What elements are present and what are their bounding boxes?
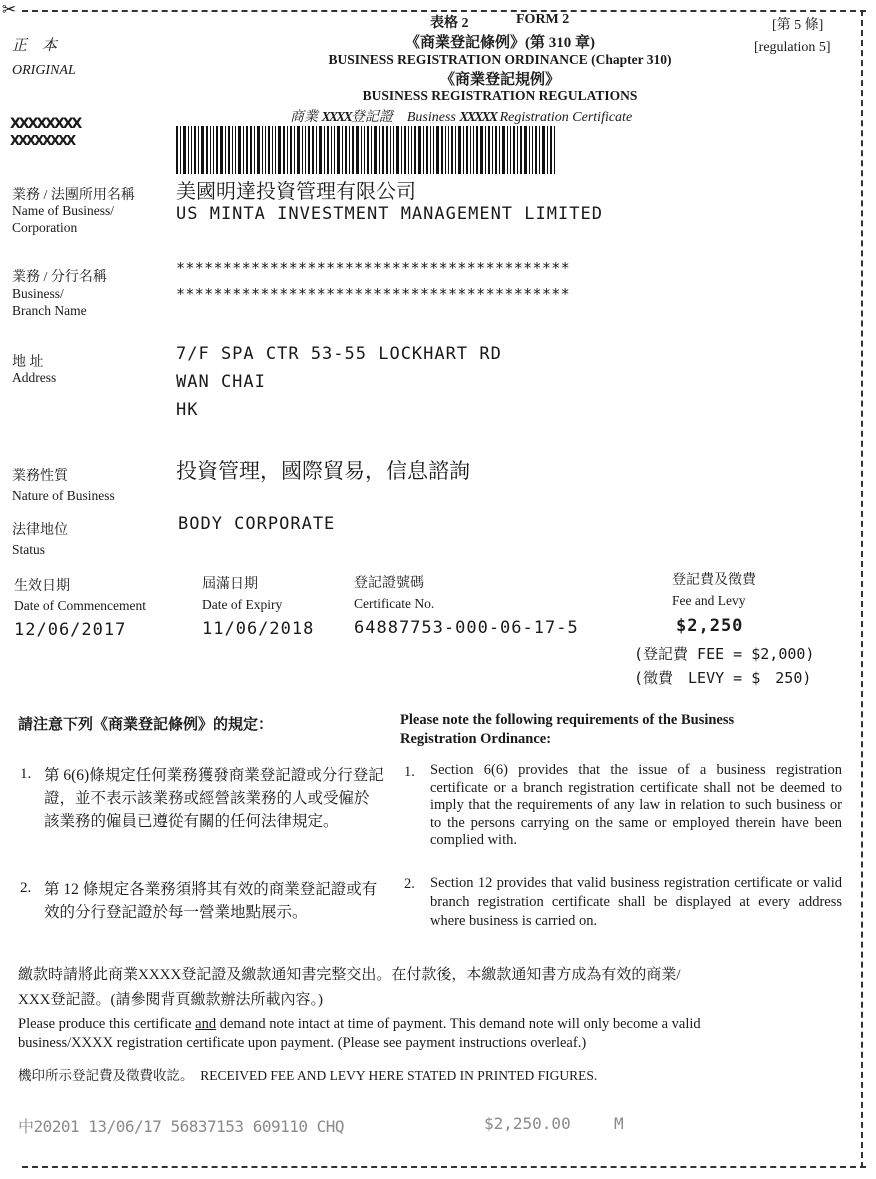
- note2-num-zh: 2.: [20, 880, 32, 896]
- nature-label-zh: 業務性質: [12, 469, 68, 484]
- barcode-bar: [458, 126, 461, 174]
- barcode-bar: [243, 126, 244, 174]
- notes-heading-en-2: Registration Ordinance:: [400, 731, 552, 747]
- name-label-zh: 業務 / 法團所用名稱: [12, 188, 135, 203]
- barcode-bar: [396, 126, 399, 174]
- barcode-bar: [433, 126, 434, 174]
- ordinance-zh: 《商業登記條例》(第 310 章): [405, 35, 595, 51]
- notes-heading-zh: 請注意下列《商業登記條例》的規定：: [18, 717, 274, 733]
- barcode-bar: [275, 126, 276, 174]
- cert-title-en-a: Business: [406, 110, 456, 125]
- barcode-bar: [220, 126, 223, 174]
- certificate-title: [290, 106, 632, 126]
- barcode-bar: [201, 126, 204, 174]
- barcode-bar: [334, 126, 335, 174]
- barcode-bar: [265, 126, 266, 174]
- ordinance-en: BUSINESS REGISTRATION ORDINANCE (Chapter 310): [328, 52, 672, 67]
- notes-heading-en-1: Please note the following requirements of the Business: [400, 712, 735, 728]
- barcode-bar: [361, 126, 362, 174]
- barcode-bar: [520, 126, 522, 174]
- note1-num-zh: 1.: [20, 766, 32, 782]
- barcode-bar: [524, 126, 527, 174]
- cert-no-label-en: Certificate No.: [354, 596, 435, 611]
- barcode-bar: [539, 126, 540, 174]
- barcode-bar: [210, 126, 211, 174]
- cert-no-value: 64887753-000-06-17-5: [354, 618, 579, 638]
- barcode-bar: [430, 126, 431, 174]
- barcode-bar: [191, 126, 192, 174]
- barcode-bar: [238, 126, 241, 174]
- note2-num-en: 2.: [404, 876, 415, 892]
- barcode-bar: [216, 126, 218, 174]
- barcode-bar: [411, 126, 412, 174]
- barcode-bar: [206, 126, 208, 174]
- fee-total: $2,250: [676, 616, 744, 636]
- barcode-bar: [414, 126, 416, 174]
- barcode-bar: [495, 126, 497, 174]
- cert-title-zh-b: 登記證: [350, 110, 393, 125]
- barcode-bar: [294, 126, 295, 174]
- payment-zh-1: 繳款時請將此商業XXXX登記證及繳款通知書完整交出。在付款後，本繳款通知書方成為有效的商業/: [18, 967, 681, 983]
- barcode-bar: [476, 126, 478, 174]
- barcode-bar: [386, 126, 388, 174]
- status-value: BODY CORPORATE: [178, 514, 336, 534]
- barcode: [176, 126, 720, 174]
- barcode-bar: [316, 126, 317, 174]
- received-zh: 機印所示登記費及徵費收訖。: [18, 1068, 194, 1083]
- barcode-bar: [225, 126, 226, 174]
- barcode-bar: [466, 126, 468, 174]
- barcode-bar: [180, 126, 181, 174]
- barcode-bar: [517, 126, 518, 174]
- barcode-bar: [408, 126, 409, 174]
- barcode-bar: [401, 126, 402, 174]
- barcode-bar: [379, 126, 380, 174]
- barcode-bar: [272, 126, 273, 174]
- note2-zh: 第 12 條規定各業務須將其有效的商業登記證或有效的分行登記證於每一營業地點展示。: [44, 881, 378, 921]
- barcode-bar: [235, 126, 236, 174]
- masked-code-2: XXXXXXXX: [10, 134, 75, 149]
- barcode-bar: [228, 126, 230, 174]
- name-value-zh: 美國明達投資管理有限公司: [176, 181, 416, 203]
- receipt-mark: M: [614, 1114, 624, 1133]
- barcode-bar: [183, 126, 186, 174]
- status-label-zh: 法律地位: [12, 523, 68, 538]
- regulations-en: BUSINESS REGISTRATION REGULATIONS: [362, 88, 638, 103]
- barcode-bar: [374, 126, 377, 174]
- barcode-bar: [554, 126, 555, 174]
- barcode-bar: [436, 126, 439, 174]
- barcode-bar: [426, 126, 428, 174]
- nature-value: 投資管理，國際貿易，信息諮詢: [176, 459, 470, 483]
- scissors-icon: ✂: [2, 0, 19, 20]
- copy-label-en: ORIGINAL: [12, 63, 76, 78]
- branch-value-2: ******************************************: [176, 285, 570, 303]
- barcode-bar: [342, 126, 343, 174]
- commencement-label-en: Date of Commencement: [14, 598, 146, 613]
- barcode-bar: [507, 126, 508, 174]
- barcode-bar: [324, 126, 325, 174]
- barcode-bar: [278, 126, 281, 174]
- barcode-bar: [488, 126, 490, 174]
- commencement-value: 12/06/2017: [14, 620, 127, 640]
- address-line-1: 7/F SPA CTR 53-55 LOCKHART RD: [176, 344, 502, 364]
- levy-line: (徵費 LEVY = $ 250): [634, 669, 812, 687]
- cert-title-en-b: Registration Certificate: [499, 110, 633, 125]
- barcode-bar: [542, 126, 545, 174]
- fee-label-zh: 登記費及徵費: [672, 573, 756, 588]
- barcode-bar: [418, 126, 421, 174]
- barcode-bar: [356, 126, 359, 174]
- barcode-bar: [308, 126, 310, 174]
- barcode-bar: [382, 126, 384, 174]
- barcode-bar: [305, 126, 306, 174]
- barcode-bar: [352, 126, 354, 174]
- receipt-amount: $2,250.00: [484, 1114, 571, 1133]
- barcode-bar: [198, 126, 199, 174]
- branch-label-en-1: Business/: [12, 286, 64, 301]
- name-value-en: US MINTA INVESTMENT MANAGEMENT LIMITED: [176, 204, 603, 224]
- cut-line-bottom: [22, 1166, 866, 1168]
- barcode-bar: [312, 126, 314, 174]
- receipt-code: 中20201 13/06/17 56837153 609110 CHQ: [18, 1117, 345, 1136]
- note1-num-en: 1.: [404, 764, 415, 780]
- name-label-en-2: Corporation: [12, 220, 78, 235]
- barcode-bar: [445, 126, 446, 174]
- barcode-bar: [297, 126, 300, 174]
- payment-zh-2: XXX登記證。(請參閱背頁繳款辦法所載內容。): [18, 992, 323, 1008]
- regulation-zh: [第 5 條]: [772, 18, 824, 33]
- barcode-bar: [532, 126, 533, 174]
- cert-title-mask-b: XXXXX: [459, 110, 497, 125]
- barcode-bar: [547, 126, 548, 174]
- barcode-bar: [337, 126, 340, 174]
- barcode-bar: [513, 126, 515, 174]
- barcode-bar: [535, 126, 537, 174]
- note1-en: Section 6(6) provides that the issue of a business registration certificate or a branch registration certificate shall not be deemed to imply that the requirements of any law in relation to such business or to the persons carrying on the same or employed therein have been complied with.: [430, 762, 842, 848]
- fee-line: (登記費 FEE = $2,000): [634, 645, 815, 663]
- barcode-bar: [257, 126, 260, 174]
- barcode-bar: [529, 126, 530, 174]
- branch-label-en-2: Branch Name: [12, 303, 87, 318]
- payment-en-1: [18, 1016, 701, 1033]
- status-label-en: Status: [12, 542, 46, 557]
- cert-title-zh-a: 商業: [290, 110, 318, 125]
- payment-en-1b: and: [195, 1016, 217, 1032]
- barcode-bar: [502, 126, 505, 174]
- barcode-bar: [393, 126, 394, 174]
- nature-label-en: Nature of Business: [12, 488, 115, 503]
- form-number-zh: 表格 2: [430, 16, 469, 31]
- barcode-bar: [367, 126, 369, 174]
- note2-en: Section 12 provides that valid business registration certificate or valid branch registration certificate shall be displayed at every address where business is carried on.: [430, 875, 842, 929]
- barcode-bar: [441, 126, 443, 174]
- barcode-bar: [463, 126, 464, 174]
- cert-title-mask-a: XXXX: [321, 110, 351, 125]
- payment-en-1a: Please produce this certificate: [18, 1016, 196, 1032]
- barcode-bar: [510, 126, 511, 174]
- cut-line-right: [861, 10, 863, 1168]
- barcode-bar: [287, 126, 288, 174]
- barcode-bar: [349, 126, 350, 174]
- address-line-2: WAN CHAI: [176, 372, 266, 392]
- barcode-bar: [246, 126, 248, 174]
- barcode-bar: [345, 126, 347, 174]
- barcode-bar: [302, 126, 303, 174]
- barcode-bar: [480, 126, 483, 174]
- address-label-en: Address: [12, 370, 57, 385]
- barcode-bar: [250, 126, 252, 174]
- branch-label-zh: 業務 / 分行名稱: [12, 270, 107, 285]
- fee-label-en: Fee and Levy: [672, 593, 746, 608]
- barcode-bar: [423, 126, 424, 174]
- barcode-bar: [327, 126, 329, 174]
- barcode-bar: [550, 126, 552, 174]
- note1-zh: 第 6(6)條規定任何業務獲發商業登記證或分行登記證，並不表示該業務或經營該業務的人或受僱於該業務的僱員已遵從有關的任何法律規定。: [44, 767, 384, 830]
- barcode-bar: [470, 126, 471, 174]
- commencement-label-zh: 生效日期: [14, 579, 70, 594]
- received-line: [18, 1064, 597, 1084]
- barcode-bar: [371, 126, 372, 174]
- barcode-bar: [268, 126, 270, 174]
- barcode-bar: [290, 126, 292, 174]
- masked-code-1: XXXXXXXX: [10, 116, 81, 132]
- barcode-bar: [232, 126, 233, 174]
- barcode-bar: [213, 126, 214, 174]
- barcode-bar: [492, 126, 493, 174]
- barcode-bar: [364, 126, 365, 174]
- regulations-zh: 《商業登記規例》: [439, 72, 560, 88]
- expiry-value: 11/06/2018: [202, 619, 315, 639]
- barcode-bar: [390, 126, 391, 174]
- barcode-bar: [254, 126, 255, 174]
- barcode-bar: [331, 126, 332, 174]
- barcode-bar: [188, 126, 189, 174]
- barcode-bar: [473, 126, 474, 174]
- cert-no-label-zh: 登記證號碼: [354, 576, 424, 591]
- barcode-bar: [485, 126, 486, 174]
- barcode-bar: [448, 126, 449, 174]
- barcode-bar: [262, 126, 263, 174]
- name-label-en-1: Name of Business/: [12, 203, 114, 218]
- copy-label-zh: 正 本: [12, 38, 58, 54]
- payment-en-2: business/XXXX registration certificate upon payment. (Please see payment instructions overleaf.): [18, 1035, 587, 1051]
- expiry-label-en: Date of Expiry: [202, 597, 283, 612]
- received-en: RECEIVED FEE AND LEVY HERE STATED IN PRINTED FIGURES.: [200, 1068, 598, 1083]
- barcode-bar: [455, 126, 456, 174]
- barcode-bar: [404, 126, 406, 174]
- payment-en-1c: demand note intact at time of payment. This demand note will only become a valid: [216, 1016, 701, 1032]
- branch-value-1: ******************************************: [176, 259, 570, 277]
- barcode-bar: [176, 126, 178, 174]
- expiry-label-zh: 屆滿日期: [202, 577, 258, 592]
- regulation-en: [regulation 5]: [754, 40, 831, 55]
- barcode-bar: [194, 126, 196, 174]
- barcode-bar: [283, 126, 285, 174]
- address-label-zh: 地 址: [12, 355, 44, 370]
- address-line-3: HK: [176, 400, 199, 420]
- barcode-bar: [319, 126, 322, 174]
- form-number-en: FORM 2: [516, 12, 570, 27]
- barcode-bar: [451, 126, 453, 174]
- barcode-bar: [499, 126, 500, 174]
